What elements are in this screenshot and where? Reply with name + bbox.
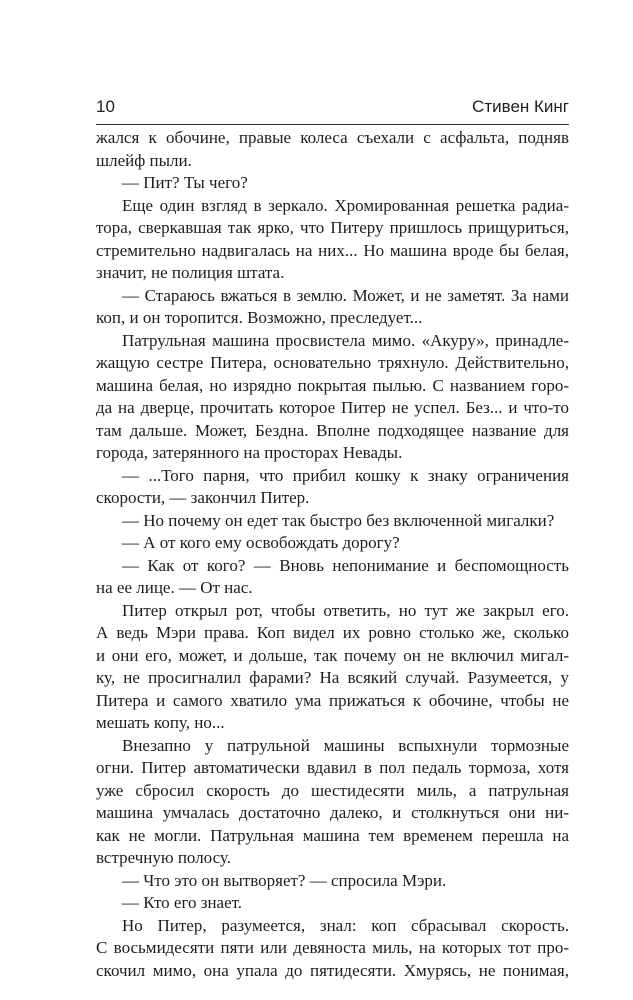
text-line: значит, не полиция штата. [96, 263, 285, 282]
text-line: ку, не просигналил фарами? На всякий случай. Разумеется, у [96, 668, 569, 687]
text-line: да на дверце, прочитать которое Питер не успел. Без... и что-то [96, 398, 569, 417]
text-line: шлейф пыли. [96, 150, 192, 170]
text-line: Питера и самого хватило ума прижаться к обочине, чтобы не [96, 690, 569, 710]
text-line: — Как от кого? — Вновь непонимание и беспомощность [122, 555, 569, 575]
text-line: скорости, — закончил Питер. [96, 488, 310, 507]
text-line: тора, сверкавшая так ярко, что Питеру пришлось прищуриться, [96, 218, 569, 237]
text-line: коп, и он торопится. Возможно, преследует... [96, 308, 423, 327]
text-line: и они его, может, и дольше, так почему он не включил мигал- [96, 645, 569, 665]
text-line: А ведь Мэри права. Коп видел их ровно столько же, сколько [96, 623, 569, 642]
text-line: — Что это он вытворяет? — спросила Мэри. [122, 870, 447, 890]
text-line: — А от кого ему освобождать дорогу? [122, 533, 400, 552]
text-line: — Стараюсь вжаться в землю. Может, и не заметят. За нами [122, 285, 569, 305]
text-line: Питер открыл рот, чтобы ответить, но тут же закрыл его. [122, 600, 569, 620]
text-line: — Кто его знает. [122, 893, 243, 912]
text-line: скочил мимо, она упала до пятидесяти. Хмурясь, не понимая, [96, 960, 569, 980]
text-line: на ее лице. — От нас. [96, 578, 253, 597]
text-line: жался к обочине, правые колеса съехали с асфальта, подняв [96, 128, 569, 147]
running-head-author: Стивен Кинг [472, 97, 569, 116]
page-header [96, 96, 569, 120]
text-line: Патрульная машина просвистела мимо. «Акуру», принадле- [122, 330, 569, 350]
text-line: города, затерянного на просторах Невады. [96, 443, 403, 462]
text-line: там дальше. Может, Бездна. Вполне подходящее название для [96, 420, 569, 440]
text-line: уже сбросил скорость до шестидесяти миль, а патрульная [96, 780, 569, 800]
text-line: как не могли. Патрульная машина тем временем перешла на [96, 825, 569, 845]
text-line: машина белая, но изрядно покрытая пылью. С названием горо- [96, 375, 569, 395]
text-line: машина умчалась достаточно далеко, и столкнуться они ни- [96, 803, 569, 822]
text-line: жащую сестре Питера, основательно тряхнуло. Действительно, [96, 353, 569, 372]
text-line: Но Питер, разумеется, знал: коп сбрасывал скорость. [122, 915, 569, 935]
text-line: Еще один взгляд в зеркало. Хромированная решетка радиа- [122, 195, 569, 215]
text-line: С восьмидесяти пяти или девяноста миль, на которых тот про- [96, 938, 569, 957]
text-line: — ...Того парня, что прибил кошку к знаку ограничения [122, 465, 569, 485]
body-text [96, 127, 569, 982]
text-line: — Но почему он едет так быстро без включенной мигалки? [122, 510, 555, 530]
header-rule [96, 124, 569, 125]
text-line: встречную полосу. [96, 848, 231, 867]
text-line: — Пит? Ты чего? [122, 173, 248, 192]
text-line: стремительно надвигалась на них... Но машина вроде бы белая, [96, 240, 569, 260]
text-line: мешать копу, но... [96, 713, 225, 732]
text-line: огни. Питер автоматически вдавил в пол педаль тормоза, хотя [96, 758, 569, 777]
page-number: 10 [96, 97, 115, 116]
text-line: Внезапно у патрульной машины вспыхнули тормозные [122, 735, 569, 755]
